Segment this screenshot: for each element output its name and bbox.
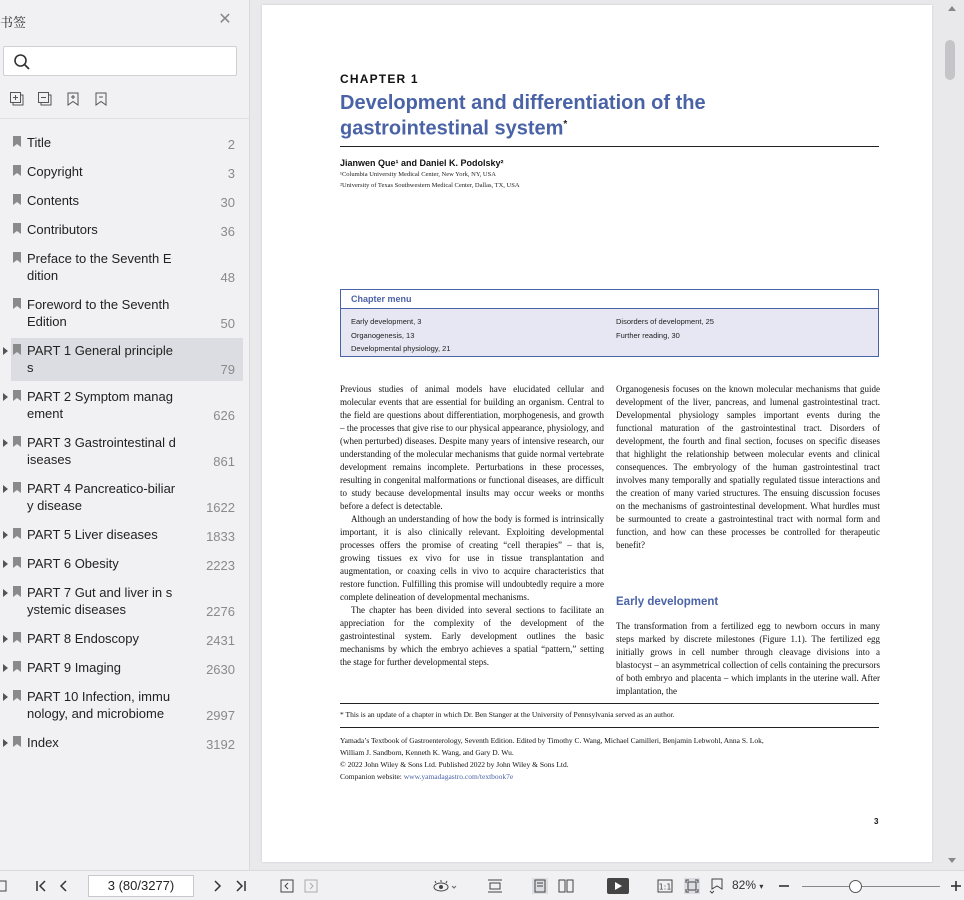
bookmark-label: Title xyxy=(27,135,52,150)
zoom-slider-handle[interactable] xyxy=(849,880,862,893)
bookmark-item[interactable] xyxy=(11,188,243,214)
bookmark-icon xyxy=(13,165,21,176)
two-page-icon[interactable] xyxy=(558,878,574,894)
actual-size-icon[interactable] xyxy=(657,878,673,894)
bookmark-label: Foreword to the Seventh Edition xyxy=(27,297,170,329)
bookmark-item[interactable] xyxy=(11,130,243,156)
body-paragraph: Organogenesis focuses on the known molecular mechanisms that guide development of the liver, pancreas, and lumenal gastrointestinal tract. Developmental physiology samples important events during the functional maturation of the gastrointestinal tract. Disorders of development, the fourth and final section, focuses on specific diseases that highlight the relationship between molecular events and clinical consequences. The embryology of the human gastrointestinal tract involves many temporally and spatially regulated tissue interactions and the creation of many varied structures. The ensuing discussion focuses on the mechanisms of gastrointestinal development. What hurdles must be surmounted to create a gastrointestinal tract with normal form and function, and how can these processes be controlled for therapeutic benefit? xyxy=(616,384,880,550)
bookmark-icon xyxy=(13,194,21,205)
scroll-down-arrow-icon[interactable] xyxy=(948,858,956,863)
expand-arrow-icon[interactable] xyxy=(3,347,8,355)
title-footnote-marker: * xyxy=(563,119,568,130)
bookmark-item[interactable] xyxy=(11,476,243,519)
bookmark-label: PART 1 General principles xyxy=(27,343,173,375)
bookmark-page-number: 3192 xyxy=(206,737,235,752)
chapter-title xyxy=(340,92,800,140)
publication-line: William J. Sandborn, Kenneth K. Wang, and Gary D. Wu. xyxy=(340,748,514,757)
bookmark-icon xyxy=(13,136,21,147)
bookmark-icon xyxy=(13,298,21,309)
bookmark-item[interactable] xyxy=(11,292,243,335)
zoom-out-icon[interactable] xyxy=(776,878,792,894)
bookmark-item[interactable] xyxy=(11,159,243,185)
bookmark-item[interactable] xyxy=(11,580,243,623)
authors: Jianwen Que¹ and Daniel K. Podolsky² xyxy=(340,158,504,168)
expand-arrow-icon[interactable] xyxy=(3,693,8,701)
body-column-right xyxy=(616,383,880,552)
publication-line: © 2022 John Wiley & Sons Ltd. Published 2022 by John Wiley & Sons Ltd. xyxy=(340,760,569,769)
bookmark-label: PART 8 Endoscopy xyxy=(27,631,140,646)
fit-page-icon[interactable] xyxy=(684,878,700,894)
expand-arrow-icon[interactable] xyxy=(3,664,8,672)
bookmark-item[interactable] xyxy=(11,655,243,681)
body-paragraph: Previous studies of animal models have elucidated cellular and molecular events that are essential for building an organism. Central to the field are questions about differentiation, morphogenesis, and growth – the processes that give rise to our physical appearance, physiology, and (when perturbed) diseases. Despite many years of intensive research, our understanding of the molecular mechanisms that guide normal vertebrate development remains incomplete. Perturbations in these processes, resulting in congenital malformations or functional diseases, are difficult to study because developmental insults may occur weeks or months before a defect is detectable. xyxy=(340,384,604,511)
bookmark-label: Contents xyxy=(27,193,80,208)
sidebar-toggle-icon[interactable] xyxy=(0,878,8,894)
bookmark-search-input[interactable] xyxy=(38,52,228,72)
bookmark-icon xyxy=(13,586,21,597)
affiliation-2: ²University of Texas Southwestern Medical Center, Dallas, TX, USA xyxy=(340,182,520,189)
bookmark-page-number: 2223 xyxy=(206,558,235,573)
pdf-page xyxy=(262,5,932,862)
zoom-value: 82% xyxy=(732,878,757,892)
bookmark-icon xyxy=(13,252,21,263)
bookmark-item[interactable] xyxy=(11,430,243,473)
bookmark-page-number: 2431 xyxy=(206,633,235,648)
publication-rule xyxy=(340,727,879,728)
bookmark-icon xyxy=(13,661,21,672)
expand-arrow-icon[interactable] xyxy=(3,635,8,643)
eye-protection-icon[interactable] xyxy=(432,878,458,894)
svg-text:1:1: 1:1 xyxy=(658,882,672,892)
close-icon[interactable]: ✕ xyxy=(218,11,232,28)
bookmark-page-number: 1833 xyxy=(206,529,235,544)
title-rule xyxy=(340,146,879,147)
body-paragraph: The chapter has been divided into several sections to facilitate an appreciation for the complexity of the development of the gastrointestinal system. Early development outlines the basic mechanisms by which the embryo achieves a spatial “pattern,” setting the stage for further developmental steps. xyxy=(340,605,604,667)
bookmarks-panel xyxy=(0,0,250,870)
first-page-icon[interactable] xyxy=(33,878,49,894)
bookmark-label: PART 2 Symptom management xyxy=(27,389,173,421)
bookmark-page-number: 30 xyxy=(220,195,235,210)
bookmark-label: PART 3 Gastrointestinal diseases xyxy=(27,435,176,467)
bookmark-label: Contributors xyxy=(27,222,98,237)
bookmark-page-number: 2630 xyxy=(206,662,235,677)
bookmark-item[interactable] xyxy=(11,384,243,427)
expand-arrow-icon[interactable] xyxy=(3,739,8,747)
companion-website-link[interactable]: www.yamadagastro.com/textbook7e xyxy=(403,772,514,781)
bookmark-item[interactable] xyxy=(11,217,243,243)
bookmark-page-number: 36 xyxy=(220,224,235,239)
bookmark-label: PART 5 Liver diseases xyxy=(27,527,158,542)
expand-arrow-icon[interactable] xyxy=(3,393,8,401)
add-bookmark-icon[interactable] xyxy=(64,90,82,108)
bookmark-item[interactable] xyxy=(11,338,243,381)
page-number-input[interactable]: 3 (80/3277) xyxy=(88,875,194,897)
bookmark-page-number: 2997 xyxy=(206,708,235,723)
forward-icon[interactable] xyxy=(303,878,319,894)
bookmark-item[interactable] xyxy=(11,551,243,577)
scrollbar-thumb[interactable] xyxy=(945,40,955,80)
expand-arrow-icon[interactable] xyxy=(3,560,8,568)
expand-arrow-icon[interactable] xyxy=(3,439,8,447)
vertical-scrollbar[interactable] xyxy=(941,0,964,870)
document-viewer[interactable] xyxy=(251,0,964,870)
chapter-menu-item[interactable]: Developmental physiology, 21 xyxy=(351,344,451,353)
bookmark-label: PART 6 Obesity xyxy=(27,556,119,571)
single-page-icon[interactable] xyxy=(532,878,548,894)
chapter-menu-item[interactable]: Disorders of development, 25 xyxy=(616,317,714,326)
fit-width-icon[interactable] xyxy=(709,878,725,894)
zoom-slider-track[interactable] xyxy=(802,886,940,887)
bookmark-item[interactable] xyxy=(11,522,243,548)
zoom-level[interactable] xyxy=(732,878,763,892)
bookmark-item[interactable] xyxy=(11,730,243,756)
bookmark-label: PART 9 Imaging xyxy=(27,660,121,675)
bookmark-label: PART 7 Gut and liver in systemic diseases xyxy=(27,585,173,617)
chapter-menu-item[interactable]: Further reading, 30 xyxy=(616,331,680,340)
divider xyxy=(0,118,249,119)
expand-arrow-icon[interactable] xyxy=(3,485,8,493)
bookmark-label: Index xyxy=(27,735,59,750)
page-number: 3 xyxy=(874,817,879,826)
chapter-menu-heading: Chapter menu xyxy=(351,294,412,304)
back-icon[interactable] xyxy=(279,878,295,894)
bookmark-label: Copyright xyxy=(27,164,83,179)
bookmark-toolbar xyxy=(8,90,110,108)
companion-label: Companion website: xyxy=(340,772,404,781)
bookmark-page-number: 626 xyxy=(213,408,235,423)
bookmark-search-box xyxy=(3,46,237,76)
bookmark-page-number: 48 xyxy=(220,270,235,285)
bookmark-item[interactable] xyxy=(11,626,243,652)
search-icon xyxy=(13,53,31,71)
affiliation-1: ¹Columbia University Medical Center, New York, NY, USA xyxy=(340,171,496,178)
expand-arrow-icon[interactable] xyxy=(3,589,8,597)
bookmark-icon xyxy=(13,482,21,493)
body-paragraph: Although an understanding of how the body is formed is intrinsically important, it is also clinically relevant. Exploiting developmental processes offers the promise of creating “cell therapies” – that is, growing tissues ex vivo for use in tissue transplantation and augmentation, or coaxing cells in vivo to acquire characteristics that restore function. Fulfilling this promise will undoubtedly require a more complete delineation of developmental mechanisms. xyxy=(340,514,604,602)
chevron-down-icon: ▾ xyxy=(759,882,764,891)
expand-all-icon[interactable] xyxy=(8,90,26,108)
scroll-up-arrow-icon[interactable] xyxy=(948,6,956,11)
bookmark-icon xyxy=(13,390,21,401)
bookmark-label: PART 4 Pancreatico-biliary disease xyxy=(27,481,176,513)
bookmark-page-number: 50 xyxy=(220,316,235,331)
chapter-menu xyxy=(340,289,879,357)
bookmark-page-number: 1622 xyxy=(206,500,235,515)
bookmarks-panel-title: 书签 xyxy=(0,15,27,30)
last-page-icon[interactable] xyxy=(233,878,249,894)
bookmark-icon xyxy=(13,690,21,701)
remove-bookmark-icon[interactable] xyxy=(92,90,110,108)
bookmark-icon xyxy=(13,223,21,234)
next-page-icon[interactable] xyxy=(209,878,225,894)
footnote: * This is an update of a chapter in which Dr. Ben Stanger at the University of Pennsylvania served as an author. xyxy=(340,710,675,719)
bookmark-page-number: 2 xyxy=(227,137,235,152)
play-slideshow-icon[interactable] xyxy=(606,878,630,894)
bookmark-icon xyxy=(13,344,21,355)
chapter-menu-item[interactable]: Early development, 3 xyxy=(351,317,422,326)
bookmark-icon xyxy=(13,736,21,747)
chapter-title-line2: gastrointestinal system xyxy=(340,117,564,140)
bookmark-item[interactable] xyxy=(11,246,243,289)
bookmark-label: Preface to the Seventh Edition xyxy=(27,251,172,283)
footnote-rule xyxy=(340,703,879,704)
chapter-label: CHAPTER 1 xyxy=(340,72,419,86)
zoom-in-icon[interactable] xyxy=(948,878,964,894)
bookmark-icon xyxy=(13,436,21,447)
bookmark-page-number: 3 xyxy=(227,166,235,181)
expand-arrow-icon[interactable] xyxy=(3,531,8,539)
bookmark-page-number: 79 xyxy=(220,362,235,377)
bookmark-page-number: 2276 xyxy=(206,604,235,619)
bookmark-label: PART 10 Infection, immunology, and microbiome xyxy=(27,689,171,721)
collapse-all-icon[interactable] xyxy=(36,90,54,108)
chapter-menu-item[interactable]: Organogenesis, 13 xyxy=(351,331,415,340)
bookmark-icon xyxy=(13,632,21,643)
chapter-menu-header xyxy=(341,290,878,309)
continuous-scroll-icon[interactable] xyxy=(487,878,503,894)
chapter-title-line1: Development and differentiation of the xyxy=(340,92,706,114)
publication-info xyxy=(340,735,879,783)
bookmark-page-number: 861 xyxy=(213,454,235,469)
bottom-toolbar xyxy=(0,870,964,900)
bookmark-icon xyxy=(13,557,21,568)
publication-line xyxy=(340,771,879,783)
publication-line: Yamada’s Textbook of Gastroenterology, Seventh Edition. Edited by Timothy C. Wang, Michael Camilleri, Benjamin Lebwohl, Anna S. Lok, xyxy=(340,736,764,745)
bookmark-item[interactable] xyxy=(11,684,243,727)
section-heading: Early development xyxy=(616,596,719,608)
body-column-left xyxy=(340,383,604,669)
previous-page-icon[interactable] xyxy=(56,878,72,894)
section-paragraph: The transformation from a fertilized egg to newborn occurs in many steps marked by discrete milestones (Figure 1.1). The fertilized egg initially grows in cell number through cleavage divisions into a blastocyst – an asymmetrical collection of cells containing the precursors of both embryo and placenta – which implants in the uterine wall. After implantation, the xyxy=(616,621,880,696)
bookmark-icon xyxy=(13,528,21,539)
